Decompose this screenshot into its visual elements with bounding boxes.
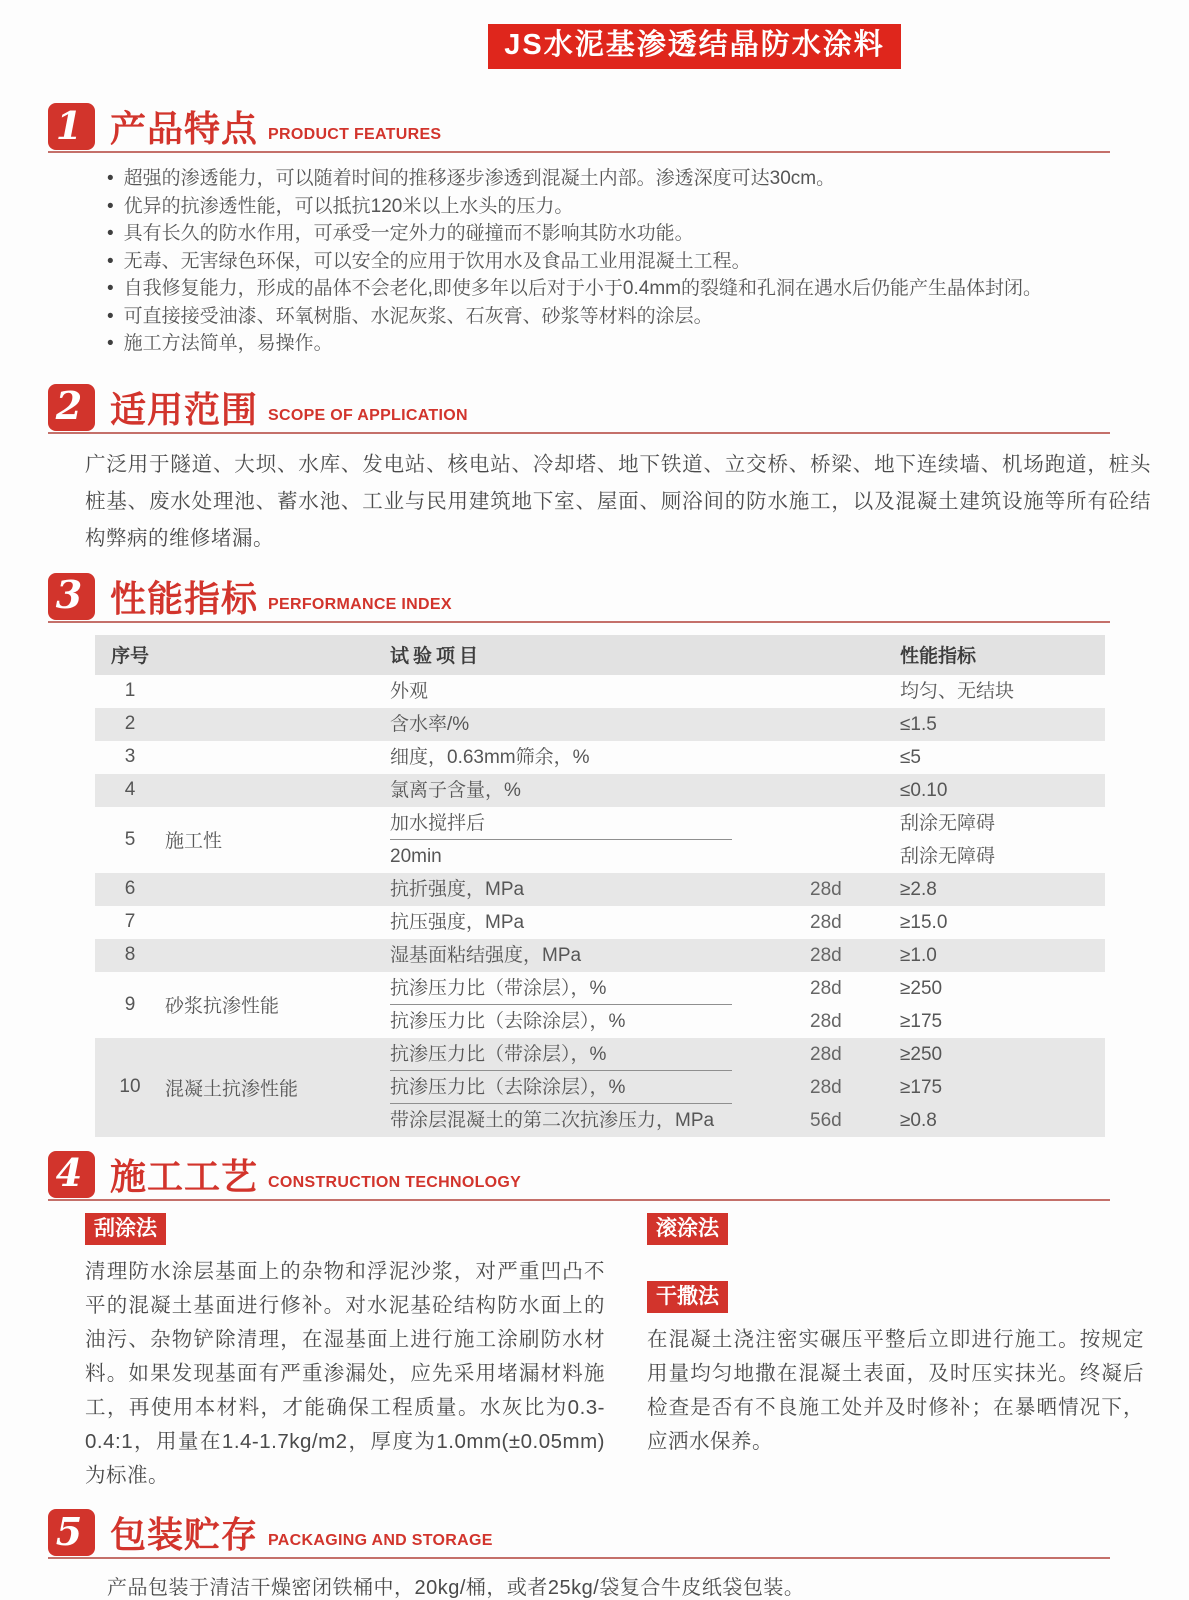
cell-item: 外观: [390, 680, 429, 702]
section-header-scope: [48, 382, 1110, 434]
method-text-scrape: 清理防水涂层基面上的杂物和浮泥沙浆，对严重凹凸不平的混凝土基面进行修补。对水泥基砼结构防水面上的油污、杂物铲除清理，在湿基面上进行施工涂刷防水材料。如果发现基面有严重渗漏处，应先采用堵漏材料施工，再使用本材料，才能确保工程质量。水灰比为0.3-0.4:1，用量在1.4-1.7kg/m2，厚度为1.0mm(±0.05mm)为标准。: [85, 1260, 605, 1488]
bullet-icon: •: [107, 333, 114, 355]
method-text-dry-sprinkle: 在混凝土浇注密实碾压平整后立即进行施工。按规定用量均匀地撒在混凝土表面，及时压实抹光。终凝后检查是否有不良施工处并及时修补；在暴晒情况下，应洒水保养。: [647, 1328, 1144, 1454]
section-subtitle: PRODUCT FEATURES: [268, 126, 442, 144]
cell-no: 2: [124, 713, 136, 735]
cell-no: 10: [119, 1076, 141, 1098]
construction-right-column: [647, 1213, 1144, 1493]
section-title: 施工工艺: [110, 1155, 259, 1197]
cell-no: 3: [124, 746, 136, 768]
cell-no: 9: [124, 993, 136, 1015]
section-number-badge: 5: [48, 1509, 95, 1556]
table-row: [95, 741, 1105, 774]
cell-item: 带涂层混凝土的第二次抗渗压力，MPa: [390, 1109, 715, 1131]
section-number-badge: 3: [48, 573, 95, 620]
product-title-banner: JS水泥基渗透结晶防水涂料: [488, 24, 900, 69]
construction-left-column: [85, 1213, 605, 1493]
cell-item: 湿基面粘结强度，MPa: [390, 944, 582, 966]
performance-table: [95, 635, 1105, 1137]
method-badge-dry-sprinkle: 干撒法: [647, 1281, 728, 1313]
cell-value: ≥175: [900, 1076, 943, 1098]
feature-text: 自我修复能力，形成的晶体不会老化,即使多年以后对于小于0.4mm的裂缝和孔洞在遇水后仍能产生晶体封闭。: [123, 278, 1043, 300]
bullet-icon: •: [107, 168, 114, 190]
cell-value: ≥0.8: [900, 1109, 937, 1131]
list-item: [107, 248, 1189, 276]
table-row: [95, 807, 1105, 873]
cell-no: 8: [124, 944, 136, 966]
cell-value: ≥250: [900, 1043, 943, 1065]
cell-item: 加水搅拌后: [390, 807, 732, 840]
cell-category: 混凝土抗渗性能: [165, 1078, 299, 1100]
bullet-icon: •: [107, 195, 114, 217]
cell-age: 28d: [810, 878, 842, 900]
cell-item: 抗压强度，MPa: [390, 911, 525, 933]
scope-paragraph: 广泛用于隧道、大坝、水库、发电站、核电站、冷却塔、地下铁道、立交桥、桥梁、地下连续墙、机场跑道，桩头桩基、废水处理池、蓄水池、工业与民用建筑地下室、屋面、厕浴间的防水施工，以及混凝土建筑设施等所有砼结构弊病的维修堵漏。: [85, 452, 1151, 550]
cell-age: [810, 807, 900, 840]
cell-item: 抗渗压力比（带涂层），%: [390, 972, 732, 1005]
table-row: [95, 1038, 1105, 1137]
cell-age: 28d: [810, 1076, 842, 1098]
construction-columns: [85, 1213, 1144, 1493]
cell-value: ≤5: [900, 746, 921, 768]
section-header-packaging: [48, 1507, 1110, 1559]
list-item: [107, 220, 1189, 248]
cell-item: 20min: [390, 845, 442, 867]
bullet-icon: •: [107, 278, 114, 300]
cell-age: [810, 741, 900, 774]
section-subtitle: CONSTRUCTION TECHNOLOGY: [268, 1173, 522, 1191]
cell-no: 7: [124, 911, 136, 933]
feature-text: 超强的渗透能力，可以随着时间的推移逐步渗透到混凝土内部。渗透深度可达30cm。: [123, 168, 836, 190]
cell-value: ≥2.8: [900, 878, 937, 900]
section-number-badge: 1: [48, 103, 95, 150]
cell-value: ≤0.10: [900, 779, 948, 801]
cell-item: 抗折强度，MPa: [390, 878, 525, 900]
list-item: [107, 303, 1189, 331]
cell-category: 施工性: [165, 831, 223, 853]
table-row: [95, 675, 1105, 708]
col-header-index: 性能指标: [900, 646, 977, 668]
method-badge-scrape: 刮涂法: [85, 1213, 166, 1245]
cell-item: 抗渗压力比（去除涂层），%: [390, 1071, 732, 1104]
method-badge-roll: 滚涂法: [647, 1213, 728, 1245]
cell-no: 5: [124, 828, 136, 850]
cell-item: 氯离子含量，%: [390, 779, 521, 801]
section-header-performance: [48, 571, 1110, 623]
cell-no: 4: [124, 779, 136, 801]
cell-age: 28d: [810, 1043, 842, 1065]
cell-age: 28d: [810, 1010, 842, 1032]
section-title: 包装贮存: [110, 1514, 259, 1556]
list-item: [107, 330, 1189, 358]
section-subtitle: SCOPE OF APPLICATION: [268, 406, 468, 424]
list-item: [107, 275, 1189, 303]
cell-value: ≥175: [900, 1010, 943, 1032]
cell-value: 刮涂无障碍: [900, 812, 996, 834]
col-header-no: 序号: [110, 646, 149, 668]
cell-value: 刮涂无障碍: [900, 845, 996, 867]
cell-value: ≥15.0: [900, 911, 948, 933]
packaging-paragraph: 产品包装于清洁干燥密闭铁桶中，20kg/桶，或者25kg/袋复合牛皮纸袋包装。: [107, 1577, 805, 1600]
cell-age: [810, 675, 900, 708]
table-row: [95, 906, 1105, 939]
section-header-product-features: [48, 101, 1110, 153]
feature-text: 具有长久的防水作用，可承受一定外力的碰撞而不影响其防水功能。: [123, 223, 694, 245]
table-row: [95, 708, 1105, 741]
cell-age: 28d: [810, 944, 842, 966]
cell-value: 均匀、无结块: [900, 680, 1015, 702]
list-item: [107, 165, 1189, 193]
title-row: [0, 0, 1189, 69]
feature-text: 可直接接受油漆、环氧树脂、水泥灰浆、石灰膏、砂浆等材料的涂层。: [123, 305, 713, 327]
table-header-row: [95, 635, 1105, 675]
cell-no: 6: [124, 878, 136, 900]
cell-age: [810, 840, 900, 873]
section-number-badge: 2: [48, 384, 95, 431]
section-number-badge: 4: [48, 1151, 95, 1198]
cell-age: [810, 708, 900, 741]
cell-item: 含水率/%: [390, 713, 470, 735]
table-row: [95, 774, 1105, 807]
bullet-icon: •: [107, 250, 114, 272]
bullet-icon: •: [107, 305, 114, 327]
feature-list: [107, 165, 1189, 358]
section-title: 适用范围: [110, 388, 259, 430]
cell-item: 抗渗压力比（去除涂层），%: [390, 1010, 626, 1032]
cell-no: 1: [124, 680, 136, 702]
feature-text: 优异的抗渗透性能，可以抵抗120米以上水头的压力。: [123, 195, 574, 217]
spacer: [647, 1255, 1144, 1281]
section-header-construction: [48, 1149, 1110, 1201]
bullet-icon: •: [107, 223, 114, 245]
list-item: [107, 193, 1189, 221]
feature-text: 施工方法简单，易操作。: [123, 333, 333, 355]
cell-value: ≥1.0: [900, 944, 937, 966]
section-title: 产品特点: [110, 108, 259, 150]
cell-value: ≤1.5: [900, 713, 937, 735]
cell-value: ≥250: [900, 977, 943, 999]
section-subtitle: PERFORMANCE INDEX: [268, 595, 452, 613]
section-subtitle: PACKAGING AND STORAGE: [268, 1532, 493, 1550]
table-row: [95, 873, 1105, 906]
cell-item: 抗渗压力比（带涂层），%: [390, 1038, 732, 1071]
feature-text: 无毒、无害绿色环保，可以安全的应用于饮用水及食品工业用混凝土工程。: [123, 250, 751, 272]
section-title: 性能指标: [110, 577, 259, 619]
cell-age: 28d: [810, 911, 842, 933]
cell-item: 细度，0.63mm筛余，%: [390, 746, 590, 768]
cell-age: 56d: [810, 1109, 842, 1131]
cell-age: 28d: [810, 977, 842, 999]
cell-category: 砂浆抗渗性能: [165, 996, 280, 1018]
table-row: [95, 972, 1105, 1038]
table-row: [95, 939, 1105, 972]
col-header-item: 试验项目: [390, 646, 483, 668]
cell-age: [810, 774, 900, 807]
